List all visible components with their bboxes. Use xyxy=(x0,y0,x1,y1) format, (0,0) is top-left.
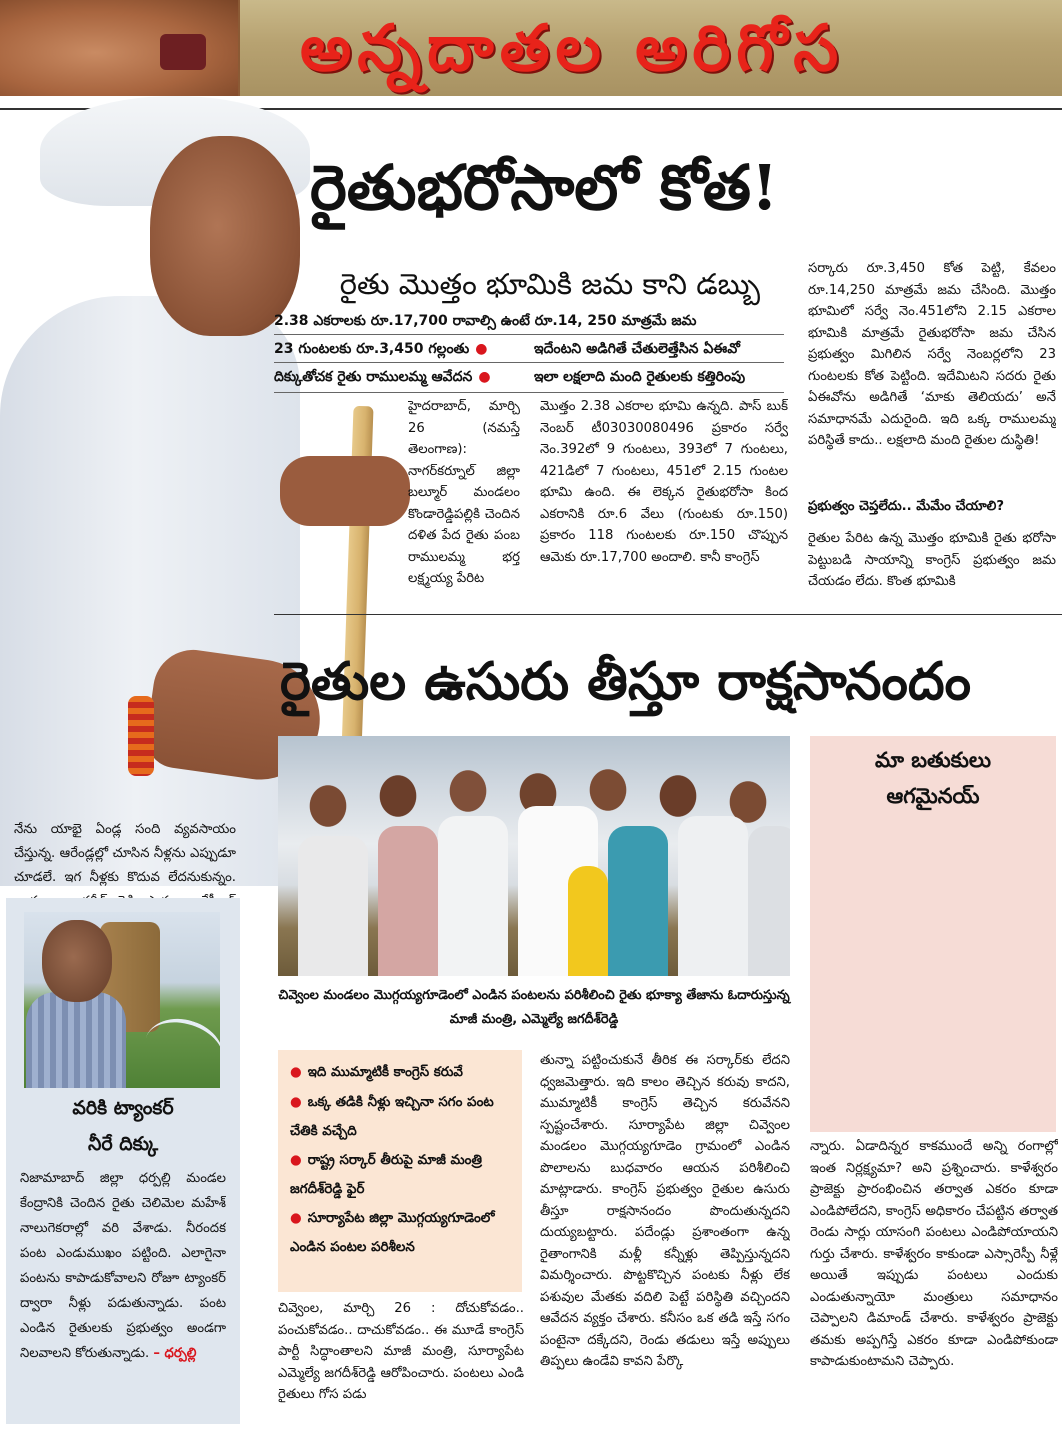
banner-hands-photo xyxy=(0,0,240,96)
quote-title-line2: ఆగమైనయ్ xyxy=(886,783,980,808)
divider xyxy=(274,334,784,335)
story1-bullet: 2.38 ఎకరాలకు రూ.17,700 రావాల్సి ఉంటే రూ.14, 250 మాత్రమే జమ xyxy=(274,313,697,329)
divider xyxy=(274,392,784,393)
quote-title-line1: మా బతుకులు xyxy=(874,747,991,772)
divider xyxy=(274,362,784,363)
story1-column-3: సర్కారు రూ.3,450 కోత పెట్టి, కేవలం రూ.14,250 మాత్రమే జమ చేసింది. మొత్తం భూమిలో సర్వే నెం.451లోని 2.15 ఎకరాల భూమికి మాత్రమే రైతుభరోసా జమ చేసిన ప్రభుత్వం మిగిలిన సర్వే నెంబర్లలోని 23 గుంటలకు కోత పెట్టింది. ఇదేమిటని సదరు రైతు ఏఈవోను అడిగితే ‘మాకు తెలియదు’ అనే సమాధానమే ఎదురైంది. ఇది ఒక్క రాములమ్మ పరిస్థితే కాదు.. లక్షలాది మంది రైతుల దుస్థితి! xyxy=(808,261,1056,448)
divider xyxy=(274,614,1062,615)
story1-bullet: ఇలా లక్షలాది మంది రైతులకు కత్తిరింపు xyxy=(534,369,746,385)
story1-subheading: ప్రభుత్వం చెప్తలేదు.. మేమేం చేయాలి? xyxy=(808,499,1004,514)
highlight-point: ● సూర్యాపేట జిల్లా మొగ్గయ్యగూడెంలో ఎండిన పంటల పరిశీలన xyxy=(290,1211,495,1255)
inset-headline-line2: నీరే దిక్కు xyxy=(87,1133,159,1155)
crowd-photo xyxy=(278,736,790,976)
tanker-photo xyxy=(24,912,220,1088)
story2-column-2: తున్నా పట్టించుకునే తీరిక ఈ సర్కార్‌కు లేదని ధ్వజమెత్తారు. ఇది కాలం తెచ్చిన కరువు కాదని, ముమ్మాటికీ కాంగ్రెస్ తెచ్చిన కరువేనని స్పష్టంచేశారు. సూర్యాపేట జిల్లా చివ్వెంల మండలం మొగ్గయ్యగూడెం గ్రామంలో ఎండిన పొలాలను బుధవారం ఆయన పరిశీలించి మాట్లాడారు. కాంగ్రెస్ ప్రభుత్వం రైతుల ఉసురు తీస్తూ రాక్షసానందం పొందుతున్నదని దుయ్యబట్టారు. పదేండ్లు ప్రశాంతంగా ఉన్న రైతాంగానికి మళ్లీ కన్నీళ్లు తెప్పిస్తున్నదని విమర్శించారు. పొట్టకొచ్చిన పంటకు నీళ్లు లేక పశువుల మేతకు వదిలి పెట్టే పరిస్థితి వచ్చిందని ఆవేదన వ్యక్తం చేశారు. కనీసం ఒక తడి ఇస్తే సగం పంటైనా దక్కేదని, రెండు తడులు ఇస్తే అప్పులు తిప్పలు ఉండేవి కావని పేర్కొ xyxy=(540,1053,790,1369)
story1-bullet: ఇదేంటని అడిగితే చేతులెత్తేసిన ఏఈవో xyxy=(534,341,740,357)
story2-column-3: న్నారు. ఏడాదిన్నర కాకముందే అన్ని రంగాల్లో ఇంత నిర్లక్ష్యమా? అని ప్రశ్నించారు. కాళేశ్వరం ప్రాజెక్టు ప్రారంభించిన తర్వాత ఎకరం కూడా ఎండిపోలేదని, కాంగ్రెస్ అధికారం చేపట్టిన తర్వాత రెండు సార్లు యాసంగి పంటలు ఎండిపోయాయని గుర్తు చేశారు. కాళేశ్వరం కాకుండా ఎస్సారెస్పీ నీళ్లే అయితే ఇప్పుడు పంటలు ఎందుకు ఎండుతున్నాయో మంత్రులు సమాధానం చెప్పాలని డిమాండ్ చేశారు. కాళేశ్వరం ప్రాజెక్టు తమకు అప్పగిస్తే ఎకరం కూడా ఎండిపోకుండా కాపాడుకుంటామని చెప్పారు. xyxy=(810,1139,1058,1369)
story1-column-3b: రైతుల పేరిట ఉన్న మొత్తం భూమికి రైతు భరోసా పెట్టుబడి సాయాన్ని కాంగ్రెస్ ప్రభుత్వం జమ చేయడం లేదు. కొంత భూమికి xyxy=(808,531,1056,589)
highlight-point: ● ఒక్క తడికి నీళ్లు ఇచ్చినా సగం పంట చేతికి వచ్చేది xyxy=(290,1095,494,1139)
photo-caption: చివ్వెంల మండలం మొగ్గయ్యగూడెంలో ఎండిన పంటలను పరిశీలించి రైతు భూక్యా తేజాను ఓదారుస్తున్న మాజీ మంత్రి, ఎమ్మెల్యే జగదీశ్‌రెడ్డి xyxy=(278,988,790,1027)
quote-text: నేను యాభై ఏండ్ల సంది వ్యవసాయం చేస్తున్న. ఆరేండ్లల్లో చూసిన నీళ్లను ఎప్పుడూ చూడలే. ఇగ నీళ్లకు కొదువ లేదనుకున్నం. xyxy=(14,818,236,1108)
story1-headline: రైతుభరోసాలో కోత! xyxy=(310,151,779,224)
banner xyxy=(0,0,1062,96)
highlight-point: ● రాష్ట్ర సర్కార్ తీరుపై మాజీ మంత్రి జగదీశ్‌రెడ్డి ఫైర్ xyxy=(290,1153,482,1197)
inset-text: నిజామాబాద్ జిల్లా ధర్పల్లి మండల కేంద్రానికి చెందిన రైతు చెలిమెల మహేశ్ నాలుగెకరాల్లో వరి వేశాడు. నీరందక పంట ఎండుముఖం పట్టింది. ఎలాగైనా పంటను కాపాడుకోవాలని రోజూ ట్యాంకర్ ద్వారా నీళ్లు పడుతున్నాడు. పంట ఎండిన రైతులకు ప్రభుత్వం అండగా నిలవాలని కోరుతున్నాడు. – ధర్పల్లి xyxy=(20,1171,226,1361)
story2-headline: రైతుల ఉసురు తీస్తూ రాక్షసానందం xyxy=(280,651,971,712)
story2-column-1: చివ్వెంల, మార్చి 26 : దోచుకోవడం.. పంచుకోవడం.. దాచుకోవడం.. ఈ మూడే కాంగ్రెస్ పార్టీ సిద్ధాంతాలని మాజీ మంత్రి, సూర్యాపేట ఎమ్మెల్యే జగదీశ్‌రెడ్డి ఆరోపించారు. పంటలు ఎండి రైతులు గోస పడు xyxy=(278,1301,524,1402)
highlight-point: ● ఇది ముమ్మాటికీ కాంగ్రెస్ కరువే xyxy=(290,1065,463,1080)
story1-bullet: 23 గుంటలకు రూ.3,450 గల్లంతు ● xyxy=(274,341,488,357)
inset-credit: – ధర్పల్లి xyxy=(153,1346,197,1361)
inset-headline-line1: వరికి ట్యాంకర్ xyxy=(72,1097,174,1119)
story1-column-1: హైదరాబాద్, మార్చి 26 (నమస్తే తెలంగాణ): నాగర్‌కర్నూల్ జిల్లా బల్మూర్ మండలం కొండారెడ్డిపల్లికి చెందిన దళిత పేద రైతు పంబ రాములమ్మ భర్త లక్ష్మయ్య పేరిట xyxy=(408,399,520,586)
story1-bullet: దిక్కుతోచక రైతు రాములమ్మ ఆవేదన ● xyxy=(274,369,491,385)
banner-title: అన్నదాతల అరిగోస xyxy=(300,11,845,86)
story1-column-2: మొత్తం 2.38 ఎకరాల భూమి ఉన్నది. పాస్ బుక్ నెంబర్ టీ03030080496 ప్రకారం సర్వే నెం.392లో 9 గుంటలు, 393లో 7 గుంటలు, 421డిలో 7 గుంటలు, 451లో 2.15 గుంటల భూమి ఉంది. ఈ లెక్కన రైతుభరోసా కింద ఎకరానికి రూ.6 వేలు (గుంటకు రూ.150) ప్రకారం 118 గుంటలకు రూ.150 చొప్పున ఆమెకు రూ.17,700 అందాలి. కానీ కాంగ్రెస్ xyxy=(540,399,788,565)
story1-subheadline: రైతు మొత్తం భూమికి జమ కాని డబ్బు xyxy=(339,267,761,301)
